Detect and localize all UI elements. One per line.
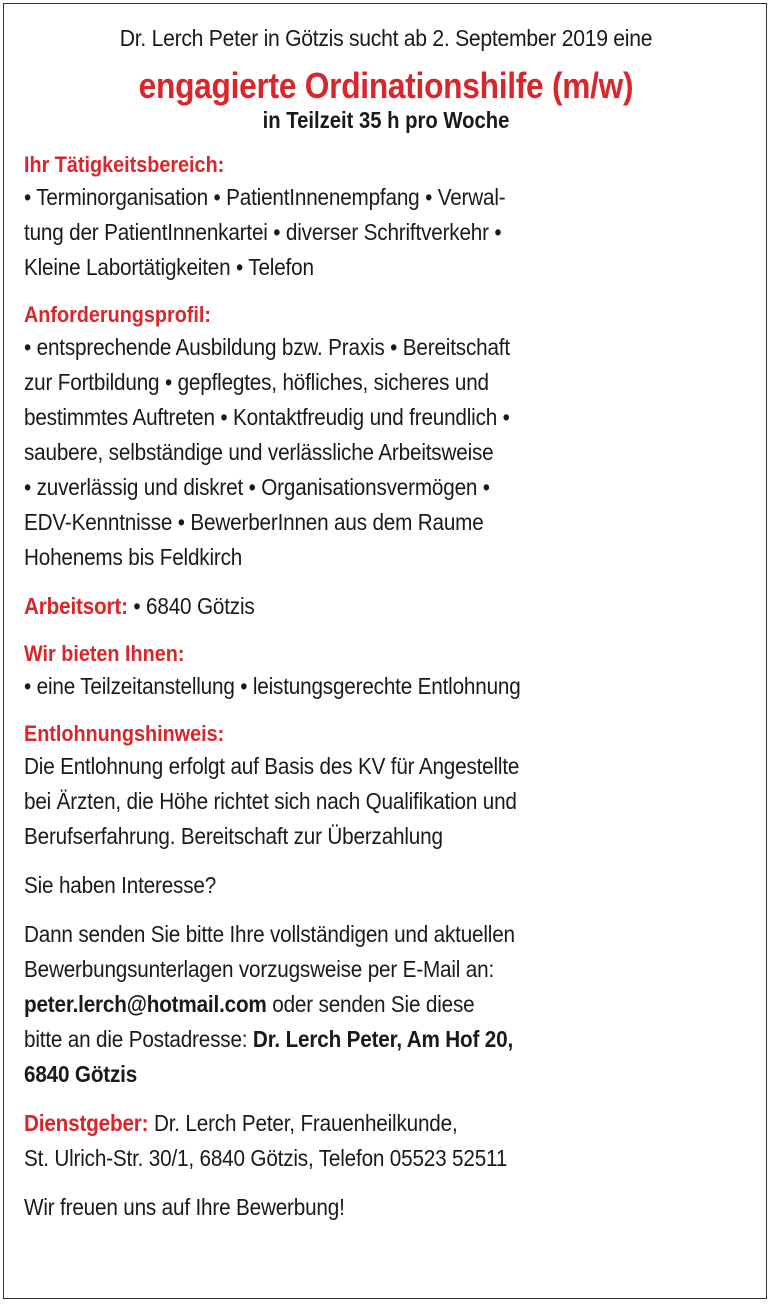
dienstgeber-address: St. Ulrich-Str. 30/1, 6840 Götzis, Telefon 05523 52511: [24, 1145, 508, 1171]
text-line: zur Fortbildung • gepflegtes, höfliches, sicheres und: [24, 369, 489, 395]
text-line: Die Entlohnung erfolgt auf Basis des KV für Angestellte: [24, 753, 520, 779]
section-kontakt: [24, 917, 748, 1092]
text-line: • entsprechende Ausbildung bzw. Praxis • Bereitschaft: [24, 334, 510, 360]
section-bieten: [24, 638, 748, 704]
intro-text: Dr. Lerch Peter in Götzis sucht ab 2. September 2019 eine: [119, 25, 653, 51]
interesse-text: Sie haben Interesse?: [24, 872, 217, 898]
section-arbeitsort: [24, 589, 748, 624]
section-profil: [24, 299, 748, 575]
text-line: Hohenems bis Feldkirch: [24, 544, 243, 570]
dienstgeber-line: [24, 1106, 676, 1141]
job-ad: [24, 0, 748, 1225]
text-line: Bewerbungsunterlagen vorzugsweise per E-Mail an:: [24, 956, 495, 982]
text-line: • zuverlässig und diskret • Organisationsvermögen •: [24, 474, 490, 500]
closing-text: Wir freuen uns auf Ihre Bewerbung!: [24, 1194, 345, 1220]
text-line: bei Ärzten, die Höhe richtet sich nach Qualifikation und: [24, 788, 517, 814]
email-line-rest: oder senden Sie diese: [266, 991, 475, 1017]
dienstgeber-name: Dr. Lerch Peter, Frauenheilkunde,: [148, 1110, 458, 1136]
address-prefix: bitte an die Postadresse:: [24, 1026, 253, 1052]
arbeitsort-label: Arbeitsort:: [24, 593, 128, 619]
job-title: engagierte Ordinationshilfe (m/w): [138, 65, 634, 106]
text-line: Dann senden Sie bitte Ihre vollständigen und aktuellen: [24, 921, 515, 947]
email-link[interactable]: peter.lerch@hotmail.com: [24, 991, 267, 1017]
text-line: EDV-Kenntnisse • BewerberInnen aus dem Raume: [24, 509, 484, 535]
text-line: • Terminorganisation • PatientInnenempfang • Verwal-: [24, 184, 506, 210]
arbeitsort-line: [24, 589, 676, 624]
job-hours: in Teilzeit 35 h pro Woche: [262, 107, 510, 133]
text-line: saubere, selbständige und verlässliche Arbeitsweise: [24, 439, 494, 465]
section-interesse: [24, 868, 748, 903]
section-heading: Ihr Tätigkeitsbereich:: [24, 152, 225, 177]
text-line: tung der PatientInnenkartei • diverser Schriftverkehr •: [24, 219, 502, 245]
address-line: [24, 1022, 676, 1057]
section-entlohnung: [24, 718, 748, 854]
section-taetigkeit: [24, 149, 748, 285]
section-heading: Wir bieten Ihnen:: [24, 641, 185, 666]
section-heading: Entlohnungshinweis:: [24, 721, 225, 746]
text-line: Berufserfahrung. Bereitschaft zur Überzahlung: [24, 823, 443, 849]
text-line: bestimmtes Auftreten • Kontaktfreudig und freundlich •: [24, 404, 510, 430]
arbeitsort-value: • 6840 Götzis: [127, 593, 255, 619]
section-heading: Anforderungsprofil:: [24, 302, 211, 327]
email-line: [24, 987, 676, 1022]
text-line: Kleine Labortätigkeiten • Telefon: [24, 254, 314, 280]
section-closing: [24, 1190, 748, 1225]
postal-address: Dr. Lerch Peter, Am Hof 20,: [252, 1026, 514, 1052]
text-line: • eine Teilzeitanstellung • leistungsgerechte Entlohnung: [24, 673, 521, 699]
postal-city: 6840 Götzis: [24, 1061, 138, 1087]
section-dienstgeber: [24, 1106, 748, 1176]
dienstgeber-label: Dienstgeber:: [24, 1110, 149, 1136]
